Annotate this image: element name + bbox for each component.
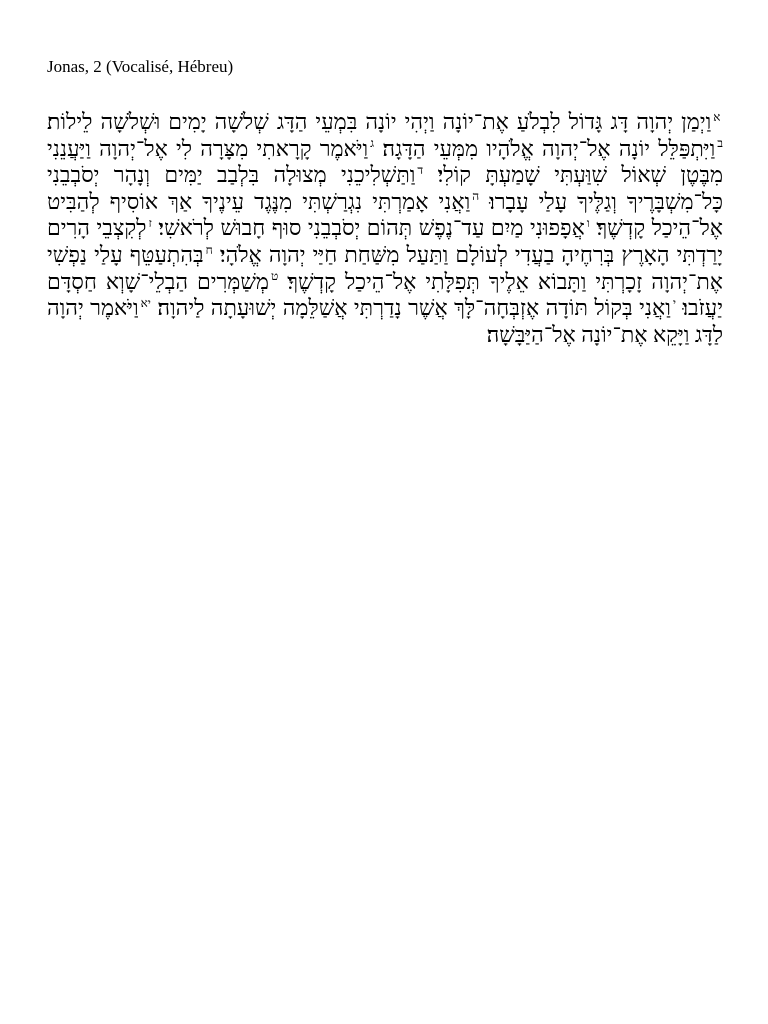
verse-number: ב [717, 136, 723, 151]
verse-number: יא [140, 295, 151, 310]
verse [152, 215, 590, 240]
verse [151, 295, 676, 320]
verse-text: וַיֹּאמֶר קָרָאתִי מִצָּרָה לִי אֶל־יְהוָה וַיַּעֲנֵנִי מִבֶּטֶן שְׁאוֹל שִׁוַּעְתִּי שָׁמַעְתָּ קוֹלִי׃ [47, 135, 723, 188]
verse [47, 109, 720, 134]
verse-text: וַיֹּאמֶר יְהוָה לַדָּג וַיָּקֵא אֶת־יוֹנָה אֶל־הַיַּבָּשָׁה׃ [47, 295, 723, 347]
document-title: Jonas, 2 (Vocalisé, Hébreu) [47, 57, 234, 76]
verse-text: וַיִּתְפַּלֵּל יוֹנָה אֶל־יְהוָה אֱלֹהָיו מִמְּעֵי הַדָּגָה׃ [374, 135, 716, 161]
verse-text: מְשַׁמְּרִים הַבְלֵי־שָׁוְא חַסְדָּם יַעֲזֹבוּ׃ [47, 268, 723, 321]
verse-text: וַתַּשְׁלִיכֵנִי מְצוּלָה בִּלְבַב יַמִּים וְנָהָר יְסֹבְבֵנִי כָּל־מִשְׁבָּרֶיךָ וְגַלֶּיךָ עָלַי עָבָרוּ׃ [47, 162, 723, 214]
verse-number: י [672, 295, 676, 310]
verse-number: ט [270, 269, 279, 284]
verse-text: וַיְמַן יְהוָה דָּג גָּדוֹל לִבְלֹעַ אֶת־יוֹנָה וַיְהִי יוֹנָה בִּמְעֵי הַדָּג שְׁלֹשָׁה יָמִים וּשְׁלֹשָׁה לֵילוֹת׃ [47, 109, 712, 134]
verse-text: בְּהִתְעַטֵּף עָלַי נַפְשִׁי אֶת־יְהוָה זָכָרְתִּי וַתָּבוֹא אֵלֶיךָ תְּפִלָּתִי אֶל־הֵיכַל קָדְשֶׁךָ׃ [47, 241, 723, 294]
verse-number: א [713, 109, 721, 124]
verse-text: אֲפָפוּנִי מַיִם עַד־נֶפֶשׁ תְּהוֹם יְסֹבְבֵנִי סוּף חָבוּשׁ לְרֹאשִׁי׃ [151, 215, 585, 241]
verse-number: ח [205, 242, 213, 257]
verse-number: ו [586, 216, 590, 231]
verse-text: וַאֲנִי בְּקוֹל תּוֹדָה אֶזְבְּחָה־לָּךְ אֲשֶׁר נָדַרְתִּי אֲשַׁלֵּמָה יְשׁוּעָתָה לַיהוָה׃ [150, 295, 671, 321]
verse-number: ד [417, 162, 424, 177]
verse-text: וַאֲנִי אָמַרְתִּי נִגְרַשְׁתִּי מִנֶּגֶד עֵינֶיךָ אַךְ אוֹסִיף לְהַבִּיט אֶל־הֵיכַל קָדְשֶׁךָ׃ [47, 188, 723, 241]
verse-number: ג [370, 136, 375, 151]
verse-text: לְקִצְבֵי הָרִים יָרַדְתִּי הָאָרֶץ בְּרִחֶיהָ בַעֲדִי לְעוֹלָם וַתַּעַל מִשַּׁחַת חַיַּי יְהוָה אֱלֹהָי׃ [47, 215, 723, 267]
verse [374, 136, 723, 161]
hebrew-text-body [47, 109, 723, 348]
verse-number: ה [472, 189, 480, 204]
verse-number: ז [148, 216, 152, 231]
